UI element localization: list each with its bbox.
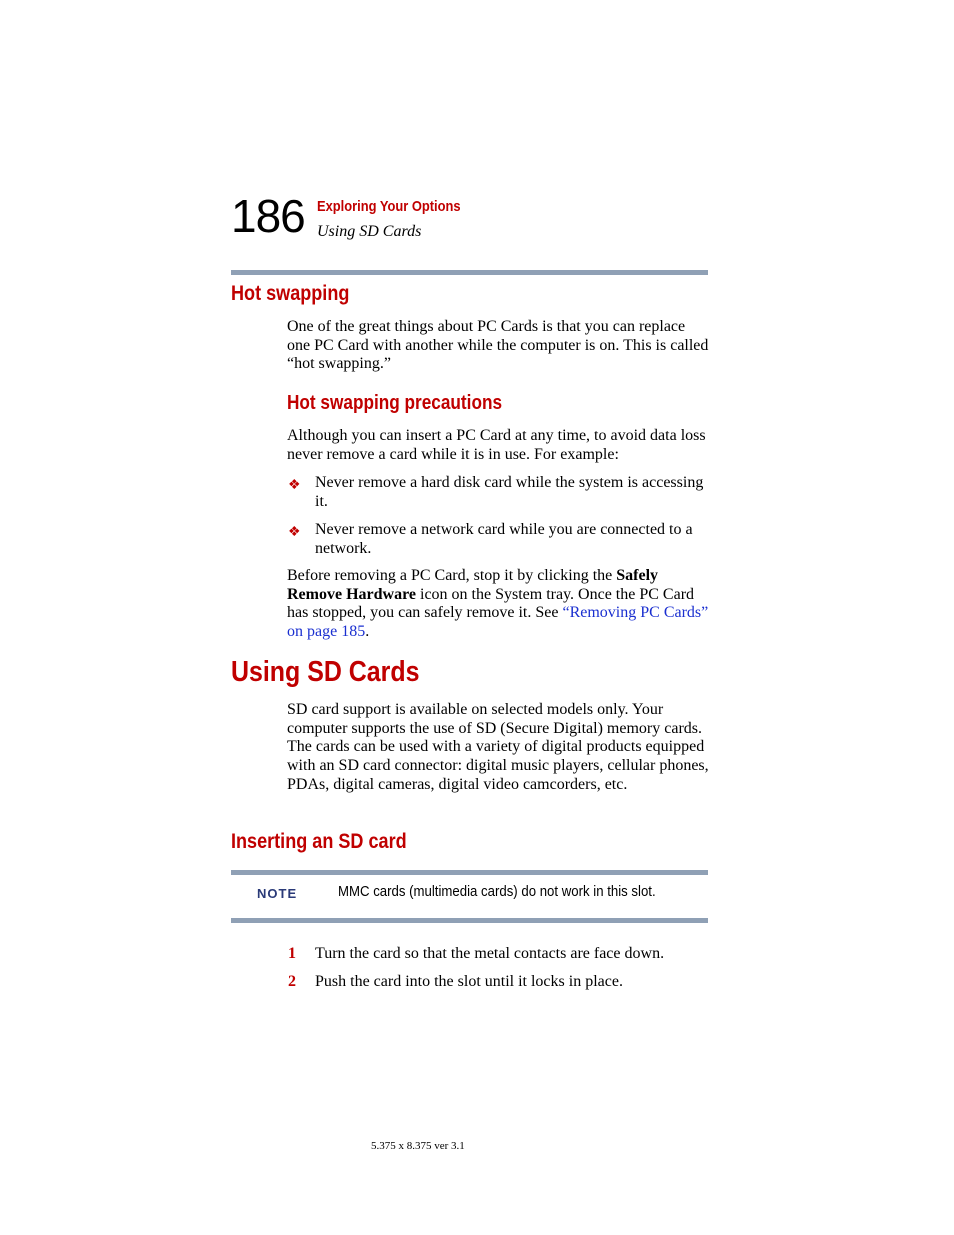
- step-text: Turn the card so that the metal contacts are face down.: [315, 945, 665, 962]
- note-label: NOTE: [257, 886, 298, 901]
- note-top-rule: [231, 870, 708, 875]
- page-number: 186: [231, 190, 305, 242]
- hot-swapping-intro: One of the great things about PC Cards is that you can replace one PC Card with another while the computer is on. This is called “hot swapping.”: [287, 318, 709, 373]
- safely-bold: Safely: [616, 567, 659, 584]
- step-text: Push the card into the slot until it locks in place.: [315, 973, 623, 990]
- removal-text: Before removing a PC Card, stop it by clicking the: [287, 567, 617, 584]
- note-text: MMC cards (multimedia cards) do not work in this slot.: [338, 883, 656, 900]
- bullet-item: Never remove a hard disk card while the system is accessing it.: [315, 474, 704, 510]
- removal-paragraph: [287, 567, 712, 642]
- removal-text: .: [365, 623, 370, 641]
- bullet-icon: ❖: [288, 478, 301, 493]
- sd-cards-intro: SD card support is available on selected models only. Your computer supports the use of SD (Secure Digital) memory cards. The cards can be used with a variety of digital products equipped with an SD card connector: digital music players, cellular phones, PDAs, digital cameras, digital video camcorders, etc.: [287, 701, 709, 793]
- note-bottom-rule: [231, 918, 708, 923]
- footer-version: 5.375 x 8.375 ver 3.1: [371, 1140, 465, 1152]
- heading-hot-swapping-precautions: Hot swapping precautions: [287, 392, 503, 414]
- bullet-icon: ❖: [288, 525, 301, 540]
- running-head-chapter: Exploring Your Options: [317, 198, 461, 215]
- heading-inserting-sd-card: Inserting an SD card: [231, 830, 407, 853]
- running-head-section: Using SD Cards: [317, 223, 422, 240]
- heading-using-sd-cards: Using SD Cards: [231, 656, 420, 688]
- removing-pc-cards-link[interactable]: “Removing PC Cards” on page 185: [287, 604, 709, 641]
- bullet-item: Never remove a network card while you are connected to a network.: [315, 521, 693, 557]
- step-number: 1: [288, 945, 296, 962]
- heading-hot-swapping: Hot swapping: [231, 282, 350, 305]
- section-rule: [231, 270, 708, 275]
- remove-hardware-bold: Remove Hardware: [287, 585, 416, 603]
- step-number: 2: [288, 973, 296, 990]
- precautions-intro: Although you can insert a PC Card at any time, to avoid data loss never remove a card while it is in use. For example:: [287, 427, 706, 463]
- removal-text: icon on the System tray. Once the PC Card has stopped, you can safely remove it. See: [287, 585, 695, 622]
